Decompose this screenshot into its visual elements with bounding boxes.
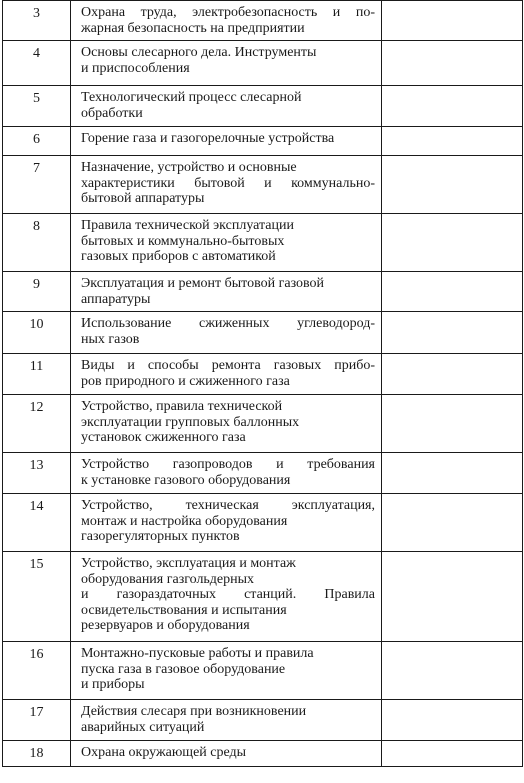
topic-cell [71, 127, 382, 156]
topic-line: жарная безопасность на предприятии [81, 20, 305, 36]
topic-line: обработки [81, 105, 143, 121]
row-number-cell: 15 [3, 552, 71, 642]
topic-line: Использование сжиженных углеводород- [81, 316, 375, 331]
table-row [3, 272, 523, 312]
topic-line: ных газов [81, 331, 140, 347]
table-row [3, 642, 523, 700]
topic-line: резервуаров и оборудования [81, 618, 250, 633]
topic-cell [71, 156, 382, 214]
table-row [3, 214, 523, 272]
row-number-cell: 10 [3, 312, 71, 354]
hours-cell [382, 552, 523, 642]
topic-cell [71, 214, 382, 272]
topic-line: и газораздаточных станций. Правила [81, 587, 375, 602]
table-row [3, 312, 523, 354]
row-number-cell: 6 [3, 127, 71, 156]
topic-line: и приборы [81, 677, 145, 692]
hours-cell [382, 214, 523, 272]
topic-cell [71, 86, 382, 127]
topic-line: Правила технической эксплуатации [81, 218, 294, 233]
hours-cell [382, 700, 523, 741]
table-row [3, 395, 523, 453]
curriculum-table [2, 0, 523, 767]
topic-cell [71, 700, 382, 741]
topic-line: установок сжиженного газа [81, 430, 246, 445]
table-row [3, 41, 523, 86]
hours-cell [382, 272, 523, 312]
row-number-cell: 13 [3, 453, 71, 494]
row-number-cell: 17 [3, 700, 71, 741]
row-number-cell: 18 [3, 741, 71, 767]
topic-line: монтаж и настройка оборудования [81, 513, 288, 529]
topic-line: Охрана окружающей среды [81, 745, 247, 760]
topic-cell [71, 354, 382, 395]
topic-cell [71, 642, 382, 700]
topic-line: Монтажно-пусковые работы и правила [81, 646, 314, 661]
row-number-cell: 11 [3, 354, 71, 395]
topic-cell [71, 1, 382, 41]
hours-cell [382, 41, 523, 86]
hours-cell [382, 312, 523, 354]
topic-cell [71, 453, 382, 494]
row-number-cell: 16 [3, 642, 71, 700]
table-row [3, 156, 523, 214]
table-row [3, 354, 523, 395]
hours-cell [382, 453, 523, 494]
topic-line: характеристики бытовой и коммунально- [81, 175, 375, 191]
row-number-cell: 3 [3, 1, 71, 41]
table-row [3, 494, 523, 552]
topic-line: Устройство, правила технической [81, 399, 283, 414]
table-body [3, 1, 523, 767]
topic-line: пуска газа в газовое оборудование [81, 661, 286, 677]
topic-line: Действия слесаря при возникновении [81, 704, 307, 719]
topic-line: Охрана труда, электробезопасность и по- [81, 5, 375, 20]
table-row [3, 1, 523, 41]
hours-cell [382, 127, 523, 156]
topic-cell [71, 272, 382, 312]
topic-line: Виды и способы ремонта газовых прибо- [81, 358, 375, 373]
hours-cell [382, 395, 523, 453]
row-number-cell: 5 [3, 86, 71, 127]
hours-cell [382, 156, 523, 214]
table-row [3, 552, 523, 642]
row-number-cell: 14 [3, 494, 71, 552]
topic-line: газовых приборов с автоматикой [81, 249, 276, 264]
topic-cell [71, 312, 382, 354]
hours-cell [382, 642, 523, 700]
topic-line: Горение газа и газогорелочные устройства [81, 131, 335, 146]
topic-line: аварийных ситуаций [81, 719, 205, 735]
row-number-cell: 12 [3, 395, 71, 453]
hours-cell [382, 354, 523, 395]
table-row [3, 86, 523, 127]
topic-line: Основы слесарного дела. Инструменты [81, 45, 317, 60]
topic-line: Технологический процесс слесарной [81, 90, 302, 105]
topic-cell [71, 494, 382, 552]
topic-line: эксплуатации групповых баллонных [81, 414, 300, 430]
topic-line: Устройство, техническая эксплуатация, [81, 498, 375, 513]
topic-line: бытовой аппаратуры [81, 191, 205, 206]
table-row [3, 127, 523, 156]
topic-line: ров природного и сжиженного газа [81, 373, 290, 389]
topic-line: аппаратуры [81, 291, 151, 307]
row-number-cell: 9 [3, 272, 71, 312]
topic-line: Назначение, устройство и основные [81, 160, 297, 175]
topic-line: Устройство, эксплуатация и монтаж [81, 556, 296, 571]
topic-cell [71, 741, 382, 767]
topic-line: и приспособления [81, 60, 190, 76]
topic-cell [71, 395, 382, 453]
hours-cell [382, 1, 523, 41]
row-number-cell: 7 [3, 156, 71, 214]
topic-line: оборудования газгольдерных [81, 571, 255, 587]
row-number-cell: 4 [3, 41, 71, 86]
topic-cell [71, 41, 382, 86]
table-row [3, 453, 523, 494]
topic-line: Устройство газопроводов и требования [81, 457, 375, 472]
table-row [3, 700, 523, 741]
topic-line: бытовых и коммунально-бытовых [81, 233, 285, 249]
hours-cell [382, 86, 523, 127]
row-number-cell: 8 [3, 214, 71, 272]
table-row [3, 741, 523, 767]
hours-cell [382, 741, 523, 767]
hours-cell [382, 494, 523, 552]
topic-line: газорегуляторных пунктов [81, 529, 240, 544]
topic-line: Эксплуатация и ремонт бытовой газовой [81, 276, 325, 291]
topic-line: к установке газового оборудования [81, 472, 291, 488]
topic-cell [71, 552, 382, 642]
topic-line: освидетельствования и испытания [81, 602, 287, 618]
